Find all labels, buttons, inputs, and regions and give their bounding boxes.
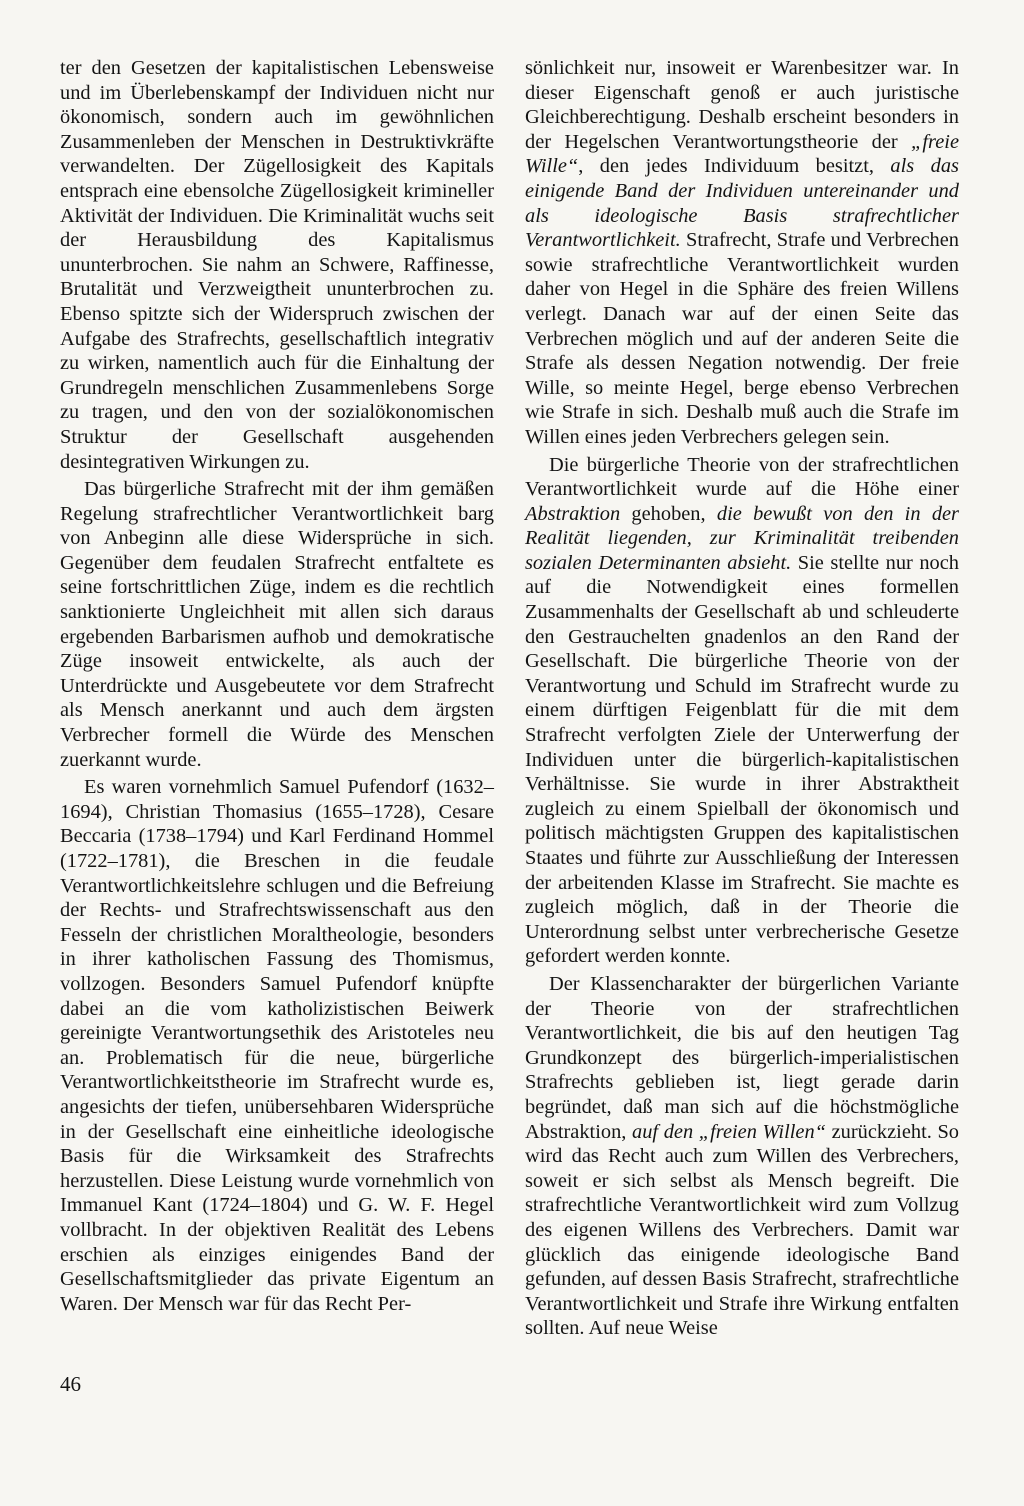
- paragraph: [525, 453, 959, 969]
- emphasized-text: die bewußt von den in der Realität liegenden, zur Kriminalität treibenden sozialen Determinanten absieht.: [525, 502, 959, 574]
- emphasized-text: als das einigende Band der Individuen untereinander und als ideologische Basis strafrechtlicher Verantwortlichkeit.: [525, 155, 959, 252]
- emphasized-text: Abstraktion: [525, 502, 621, 525]
- paragraph: [60, 477, 494, 772]
- paragraph: [60, 775, 494, 1316]
- emphasized-text: auf den „freien Willen“: [632, 1120, 826, 1143]
- right-text-column: [525, 56, 959, 1341]
- text-run: gehoben,: [620, 502, 717, 525]
- text-run: Das bürgerliche Strafrecht mit der ihm gemäßen Regelung strafrechtlicher Verantwortlichkeit barg von Anbeginn alle diese Widersprüche in sich. Gegenüber dem feudalen Strafrecht entfaltete es seine fortschrittlichen Züge, indem es die rechtlich sanktionierte Ungleichheit mit allen sich daraus ergebenden Barbarismen aufhob und demokratische Züge insoweit entwickelte, als auch der Unterdrückte und Ausgebeutete vor dem Strafrecht als Mensch anerkannt und auch dem ärgsten Verbrecher formell die Würde des Menschen zuerkannt wurde.: [60, 478, 494, 771]
- text-run: , den jedes Individuum besitzt,: [578, 155, 891, 178]
- paragraph: [525, 56, 959, 450]
- emphasized-text: „freie Wille“: [525, 130, 959, 178]
- text-run: zurückzieht. So wird das Recht auch zum Willen des Verbrechers, soweit er sich selbst als Mensch begreift. Die strafrechtliche Verantwortlichkeit wird zum Vollzug des eigenen Willens des Verbrechers. Damit war glücklich das einigende ideologische Band gefunden, auf dessen Basis Strafrecht, strafrechtliche Verantwortlichkeit und Strafe ihre Wirkung entfalten sollten. Auf neue Weise: [525, 1120, 959, 1340]
- text-run: ter den Gesetzen der kapitalistischen Lebensweise und im Überlebenskampf der Individuen nicht nur ökonomisch, sondern auch im gewöhnlichen Zusammenleben der Menschen in Destruktivkräfte verwandelten. Der Zügellosigkeit des Kapitals entsprach eine ebensolche Zügellosigkeit krimineller Aktivität der Individuen. Die Kriminalität wuchs seit der Herausbildung des Kapitalismus ununterbrochen. Sie nahm an Schwere, Raffinesse, Brutalität und Verzweigtheit ununterbrochen zu. Ebenso spitzte sich der Widerspruch zwischen der Aufgabe des Strafrechts, gesellschaftlich integrativ zu wirken, namentlich auch für die Einhaltung der Grundregeln menschlichen Zusammenlebens Sorge zu tragen, und den von der sozialökonomischen Struktur der Gesellschaft ausgehenden desintegrativen Wirkungen zu.: [60, 57, 494, 473]
- text-run: Es waren vornehmlich Samuel Pufendorf (1632–1694), Christian Thomasius (1655–1728), Cesare Beccaria (1738–1794) und Karl Ferdinand Hommel (1722–1781), die Breschen in die feudale Verantwortlichkeitslehre schlugen und die Befreiung der Rechts- und Strafrechtswissenschaft aus den Fesseln der christlichen Moraltheologie, besonders in ihrer katholischen Fassung des Thomismus, vollzogen. Besonders Samuel Pufendorf knüpfte dabei an die vom katholizistischen Beiwerk gereinigte Verantwortungsethik des Aristoteles neu an. Problematisch für die neue, bürgerliche Verantwortlichkeitstheorie im Strafrecht wurde es, angesichts der tiefen, unübersehbaren Widersprüche in der Gesellschaft eine einheitliche ideologische Basis für die Wirksamkeit des Strafrechts herzustellen. Diese Leistung wurde vornehmlich von Immanuel Kant (1724–1804) und G. W. F. Hegel vollbracht. In der objektiven Realität des Lebens erschien als einziges einigendes Band der Gesellschaftsmitglieder das private Eigentum an Waren. Der Mensch war für das Recht Per-: [60, 776, 494, 1315]
- text-run: Strafrecht, Strafe und Verbrechen sowie strafrechtliche Verantwortlichkeit wurden daher von Hegel in die Sphäre des freien Willens verlegt. Danach war auf der einen Seite das Verbrechen möglich und auf der anderen Seite die Strafe als dessen Negation notwendig. Der freie Wille, so meinte Hegel, berge ebenso Verbrechen wie Strafe in sich. Deshalb muß auch die Strafe im Willen eines jeden Verbrechers gelegen sein.: [525, 229, 959, 448]
- page-number: 46: [60, 1372, 81, 1396]
- left-text-column: [60, 56, 494, 1316]
- paragraph: [525, 972, 959, 1341]
- text-run: Der Klassencharakter der bürgerlichen Variante der Theorie von der strafrechtlichen Verantwortlichkeit, die bis auf den heutigen Tag Grundkonzept des bürgerlich-imperialistischen Strafrechts geblieben ist, liegt gerade darin begründet, daß man sich auf die höchstmögliche Abstraktion,: [525, 972, 959, 1143]
- text-run: Sie stellte nur noch auf die Notwendigkeit eines formellen Zusammenhalts der Gesellschaft ab und schleuderte den Gestrauchelten gnadenlos an den Rand der Gesellschaft. Die bürgerliche Theorie von der Verantwortung und Schuld im Strafrecht wurde zu einem dürftigen Feigenblatt für die mit dem Strafrecht verfolgten Ziele der Unterwerfung der Individuen unter die bürgerlich-kapitalistischen Verhältnisse. Sie wurde in ihrer Abstraktheit zugleich zu einem Spielball der ökonomisch und politisch mächtigsten Gruppen des kapitalistischen Staates und führte zur Ausschließung der Interessen der arbeitenden Klasse im Strafrecht. Sie machte es zugleich möglich, daß in der Theorie die Unterordnung selbst unter verbrecherische Gesetze gefordert werden konnte.: [525, 551, 959, 968]
- text-run: sönlichkeit nur, insoweit er Warenbesitzer war. In dieser Eigenschaft genoß er auch juristische Gleichberechtigung. Deshalb erscheint besonders in der Hegelschen Verantwortungstheorie der: [525, 57, 959, 153]
- paragraph: [60, 56, 494, 474]
- text-run: Die bürgerliche Theorie von der strafrechtlichen Verantwortlichkeit wurde auf die Höhe einer: [525, 453, 959, 501]
